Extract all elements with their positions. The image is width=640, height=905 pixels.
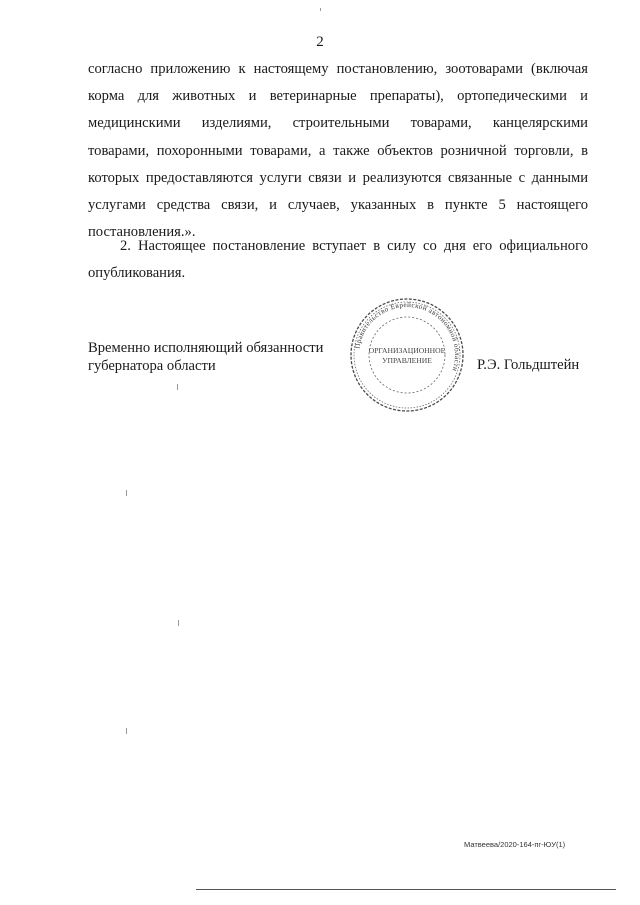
document-reference: Матвеева/2020-164-пг-ЮУ(1) — [464, 840, 566, 849]
scan-speck — [177, 384, 178, 390]
text-line: медицинскими изделиями, строительными товарами, канцелярскими — [88, 115, 588, 132]
text-line: которых предоставляются услуги связи и реализуются связанные с данными — [88, 169, 588, 186]
text-line: согласно приложению к настоящему постановлению, зоотоварами (включая — [88, 61, 588, 77]
scan-speck — [178, 620, 179, 626]
text-line: товарами, похоронными товарами, а также объектов розничной торговли, в — [88, 142, 588, 159]
official-seal-stamp — [342, 296, 472, 414]
scan-speck — [126, 490, 127, 496]
paragraph-effective-date — [88, 233, 588, 287]
paragraph-continuation — [88, 56, 588, 246]
seal-inner-text: УПРАВЛЕНИЕ — [382, 356, 432, 365]
signer-name: Р.Э. Гольдштейн — [477, 357, 580, 373]
signer-title — [88, 339, 323, 375]
scan-speck — [320, 8, 321, 11]
text-line: 2. Настоящее постановление вступает в силу со дня его официального — [120, 238, 588, 254]
scan-speck — [126, 728, 127, 734]
signer-title-line: Временно исполняющий обязанности — [88, 340, 324, 356]
text-line: опубликования. — [88, 265, 186, 282]
page-number: 2 — [316, 34, 324, 50]
seal-inner-text: ОРГАНИЗАЦИОННОЕ — [368, 346, 446, 355]
text-line: корма для животных и ветеринарные препараты), ортопедическими и — [88, 88, 588, 105]
text-line: услугами средства связи, и случаев, указанных в пункте 5 настоящего — [88, 196, 588, 213]
text-line: постановления.». — [88, 224, 196, 241]
signer-title-line: губернатора области — [88, 358, 216, 374]
bottom-rule — [196, 889, 616, 890]
seal-outer-text: Правительство Еврейской автономной области — [353, 300, 462, 373]
